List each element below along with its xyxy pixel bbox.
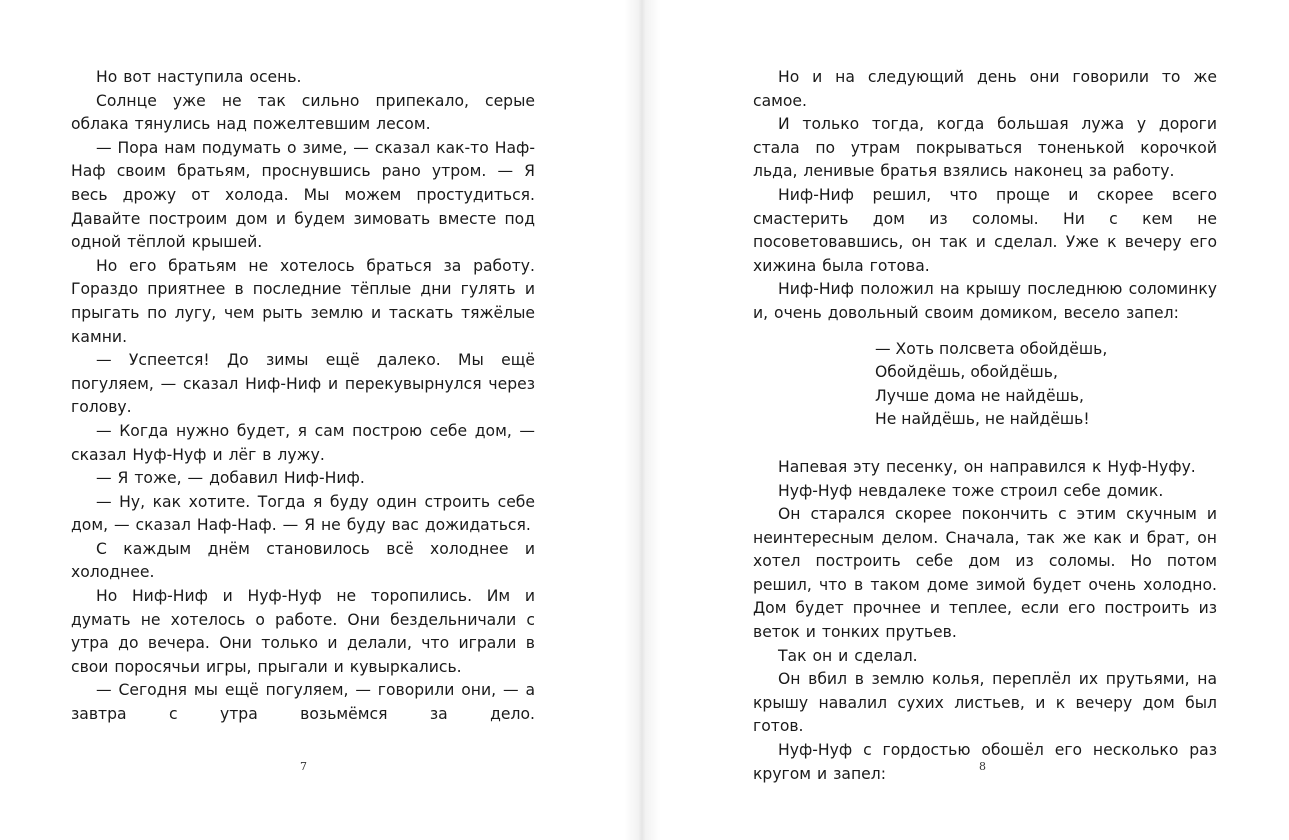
paragraph: — Я тоже, — добавил Ниф-Ниф. xyxy=(96,469,365,488)
paragraph: Он вбил в землю колья, переплёл их прутьями, на крышу навалил сухих листьев, и к вечеру дом был готов. xyxy=(753,670,1217,736)
paragraph: Он старался скорее покончить с этим скучным и неинтересным делом. Сначала, так же как и брат, он хотел построить себе дом из соломы. Но потом решил, что в таком доме зимой будет очень холодно. Дом будет прочнее и теплее, если его построить из веток и тонких прутьев. xyxy=(753,505,1217,642)
paragraph: Солнце уже не так сильно припекало, серые облака тянулись над пожелтевшим лесом. xyxy=(71,91,535,134)
paragraph: — Когда нужно будет, я сам построю себе дом, — сказал Нуф-Нуф и лёг в лужу. xyxy=(71,421,535,464)
right-page xyxy=(642,0,1289,840)
song-verse xyxy=(875,338,1217,432)
left-page-text xyxy=(71,66,535,727)
verse-line: Не найдёшь, не найдёшь! xyxy=(875,410,1090,429)
paragraph: Но и на следующий день они говорили то же самое. xyxy=(753,68,1217,110)
paragraph: С каждым днём становилось всё холоднее и холоднее. xyxy=(71,539,535,582)
page-number: 8 xyxy=(979,760,986,773)
right-page-text xyxy=(753,66,1217,786)
page-number: 7 xyxy=(300,760,307,773)
paragraph: — Успеется! До зимы ещё далеко. Мы ещё погуляем, — сказал Ниф-Ниф и перекувырнулся через голову. xyxy=(71,351,535,417)
paragraph: Но вот наступила осень. xyxy=(96,68,302,86)
paragraph: Ниф-Ниф решил, что проще и скорее всего смастерить дом из соломы. Ни с кем не посоветовавшись, он так и сделал. Уже к вечеру его хижина была готова. xyxy=(753,185,1217,275)
paragraph: Но его братьям не хотелось браться за работу. Гораздо приятнее в последние тёплые дни гулять и прыгать по лугу, чем рыть землю и таскать тяжёлые камни. xyxy=(71,256,535,346)
paragraph: Нуф-Нуф невдалеке тоже строил себе домик. xyxy=(778,481,1164,500)
paragraph: Так он и сделал. xyxy=(778,646,918,665)
verse-line: Лучше дома не найдёшь, xyxy=(875,386,1085,405)
paragraph: Напевая эту песенку, он направился к Нуф-Нуфу. xyxy=(778,457,1196,476)
paragraph: — Пора нам подумать о зиме, — сказал как-то Наф-Наф своим братьям, проснувшись рано утром. — Я весь дрожу от холода. Мы можем простудиться. Давайте построим дом и будем зимовать вместе под одной тёплой крышей. xyxy=(71,138,535,252)
paragraph: — Ну, как хотите. Тогда я буду один строить себе дом, — сказал Наф-Наф. — Я не буду вас дожидаться. xyxy=(71,492,535,535)
paragraph: — Сегодня мы ещё погуляем, — говорили они, — а завтра с утра возьмёмся за дело. xyxy=(71,681,535,724)
verse-line: Обойдёшь, обойдёшь, xyxy=(875,363,1058,382)
verse-line: — Хоть полсвета обойдёшь, xyxy=(875,339,1108,358)
paragraph: Нуф-Нуф с гордостью обошёл его несколько раз кругом и запел: xyxy=(753,741,1217,783)
paragraph: И только тогда, когда большая лужа у дороги стала по утрам покрываться тоненькой корочкой льда, ленивые братья взялись наконец за работу. xyxy=(753,115,1217,181)
paragraph: Ниф-Ниф положил на крышу последнюю соломинку и, очень довольный своим домиком, весело запел: xyxy=(753,280,1217,322)
paragraph: Но Ниф-Ниф и Нуф-Нуф не торопились. Им и думать не хотелось о работе. Они бездельничали с утра до вечера. Они только и делали, что играли в свои поросячьи игры, прыгали и кувыркались. xyxy=(71,587,535,676)
left-page xyxy=(0,0,642,840)
